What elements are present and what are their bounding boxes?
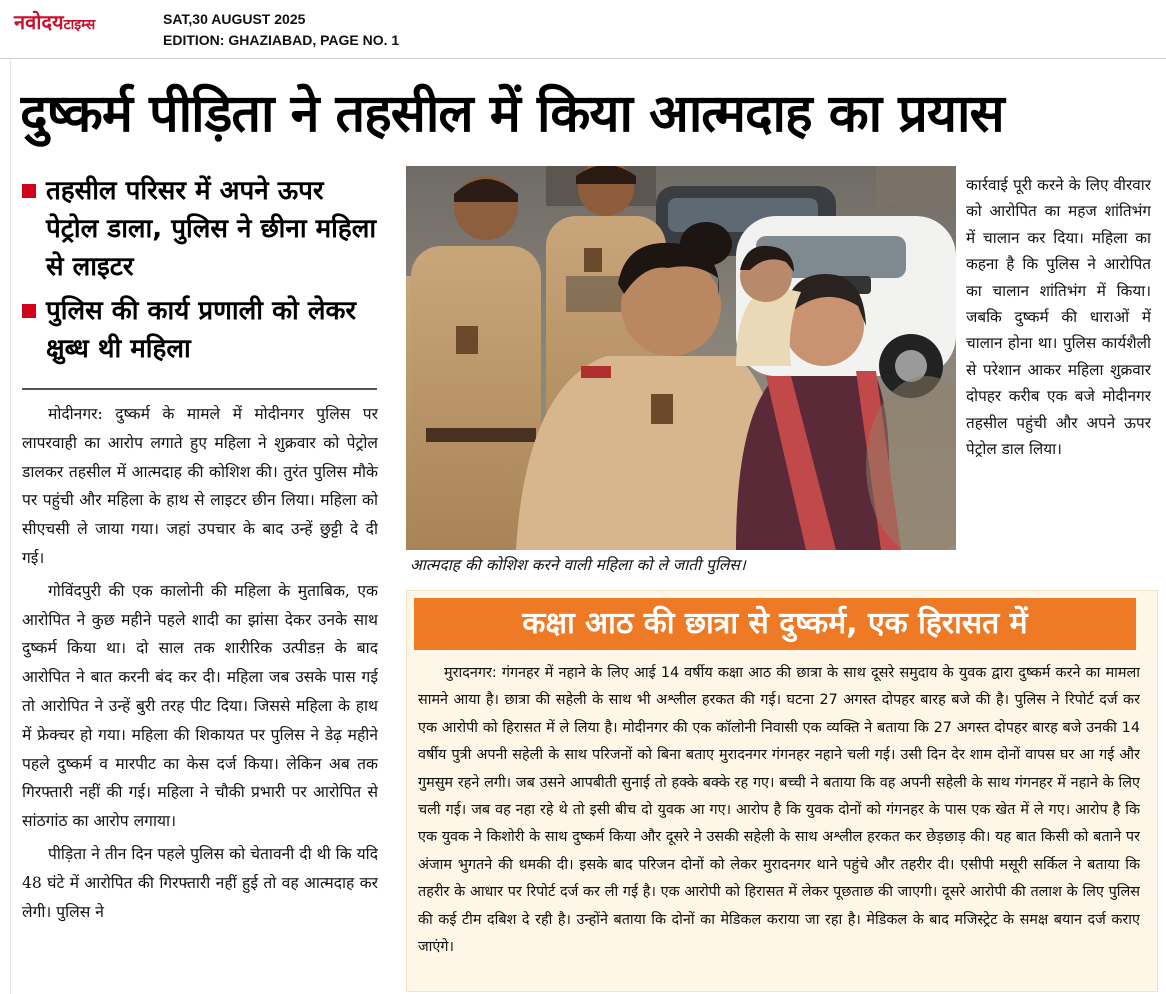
body-paragraph: मोदीनगर: दुष्कर्म के मामले में मोदीनगर पुलिस पर लापरवाही का आरोप लगाते हुए महिला ने शुक्रवार को पेट्रोल डालकर तहसील में आत्मदाह की कोशिश की। तुरंत पुलिस मौके पर पहुंची और महिला के हाथ से लाइटर छीन लिया। महिला को सीएचसी ले जाया गया। जहां उपचार के बाद उन्हें छुट्टी दे दी गई।: [22, 405, 378, 567]
article-headline: दुष्कर्म पीड़िता ने तहसील में किया आत्मदाह का प्रयास: [20, 84, 1004, 144]
police-escorting-woman-photo: [406, 166, 956, 550]
boxed-story-headline: कक्षा आठ की छात्रा से दुष्कर्म, एक हिरासत में: [414, 598, 1136, 650]
red-square-bullet-icon: [22, 184, 36, 198]
subheadline-bullet: [22, 172, 382, 286]
article-body-right-column: कार्रवाई पूरी करने के लिए वीरवार को आरोपित का महज शांतिभंग में चालान कर दिया। महिला का कहना है कि पुलिस ने आरोपित का चालान शांतिभंग में किया। जबकि दुष्कर्म की धाराओं में चालान होना था। पुलिस कार्यशैली से परेशान आकर महिला शुक्रवार दोपहर करीब एक बजे मोदीनगर तहसील पहुंची और अपने ऊपर पेट्रोल डाल लिया।: [966, 176, 1151, 459]
body-paragraph: गोविंदपुरी की एक कालोनी की महिला के मुताबिक, एक आरोपित ने कुछ महीने पहले शादी का झांसा देकर उनके साथ दुष्कर्म किया था। दो साल तक शारीरिक उत्पीडऩ के बाद आरोपित ने बात करनी बंद कर दी। महिला जब उसके पास गई तो आरोपित ने उन्हें बुरी तरह पीट दिया। जिससे महिला के हाथ में फ्रेक्चर हो गया। महिला की शिकायत पर पुलिस ने डेढ़ महीने पहले दुष्कर्म व मारपीट का केस दर्ज किया। लेकिन अब तक गिरफ्तारी नहीं की गई। महिला ने चौकी प्रभारी पर आरोपित से सांठगांठ का आरोप लगाया।: [22, 581, 378, 831]
boxed-story-body: [418, 660, 1140, 990]
subheadline-text: तहसील परिसर में अपने ऊपर पेट्रोल डाला, पुलिस ने छीना महिला से लाइटर: [46, 176, 377, 282]
logo-sub: टाइम्स: [63, 17, 96, 33]
subheadline-bullets: [22, 172, 382, 374]
article-body-left-column: [22, 400, 378, 990]
newspaper-logo[interactable]: [14, 8, 95, 35]
subheadline-text: पुलिस की कार्य प्रणाली को लेकर क्षुब्ध थी महिला: [46, 296, 357, 364]
photo-caption: आत्मदाह की कोशिश करने वाली महिला को ले जाती पुलिस।: [410, 556, 746, 574]
logo-main: नवोदय: [14, 10, 64, 34]
red-square-bullet-icon: [22, 304, 36, 318]
boxed-story-paragraph: मुरादनगर: गंगनहर में नहाने के लिए आई 14 वर्षीय कक्षा आठ की छात्रा के साथ दूसरे समुदाय के युवक द्वारा दुष्कर्म करने का मामला सामने आया है। छात्रा की सहेली के साथ भी अश्लील हरकत की गई। घटना 27 अगस्त दोपहर बारह बजे की है। पुलिस ने रिपोर्ट दर्ज कर एक आरोपी को हिरासत में ले लिया है। मोदीनगर की एक कॉलोनी निवासी एक व्यक्ति ने बताया कि 27 अगस्त दोपहर बारह बजे उनकी 14 वर्षीय पुत्री अपनी सहेली के साथ परिजनों को बिना बताए मुरादनगर गंगनहर नहाने चली गई। उसी दिन देर शाम दोनों वापस घर आ गई और गुमसुम रहने लगी। जब उसने आपबीती सुनाई तो हक्के बक्के रह गए। बच्ची ने बताया कि वह अपनी सहेली के साथ गंगनहर में नहाने के लिए चली गई। जब वह नहा रहे थे तो इसी बीच दो युवक आ गए। आरोप है कि युवक दोनों को गंगनहर के पास एक खेत में ले गए। आरोप है कि एक युवक ने किशोरी के साथ दुष्कर्म किया और दूसरे ने उसकी सहेली के साथ अश्लील हरकत कर छेड़छाड़ की। यह बात किसी को बताने पर अंजाम भुगतने की धमकी दी। इसके बाद परिजन दोनों को लेकर मुरादनगर थाने पहुंचे और तहरीर दी। एसीपी मसूरी सर्किल ने बताया कि तहरीर के आधार पर रिपोर्ट दर्ज कर ली गई है। एक आरोपी को हिरासत में लेकर पूछताछ की जाएगी। दूसरे आरोपी की तलाश के लिए पुलिस की कई टीम दबिश दे रही है। उन्होंने बताया कि दोनों का मेडिकल कराया जा रहा है। मेडिकल के बाद मजिस्ट्रेट के समक्ष बयान दर्ज कराए जाएंगे।: [418, 665, 1140, 956]
edition-info: [163, 9, 399, 51]
subheadline-bullet: [22, 292, 382, 368]
news-photo: [406, 166, 956, 550]
edition-page: EDITION: GHAZIABAD, PAGE NO. 1: [163, 32, 400, 48]
edition-date: SAT,30 AUGUST 2025: [163, 11, 306, 27]
masthead-bar: [0, 0, 1166, 59]
section-divider: [22, 388, 377, 390]
body-paragraph: पीड़िता ने तीन दिन पहले पुलिस को चेतावनी दी थी कि यदि 48 घंटे में आरोपित की गिरफ्तारी नहीं हुई तो वह आत्मदाह कर लेगी। पुलिस ने: [22, 844, 378, 921]
